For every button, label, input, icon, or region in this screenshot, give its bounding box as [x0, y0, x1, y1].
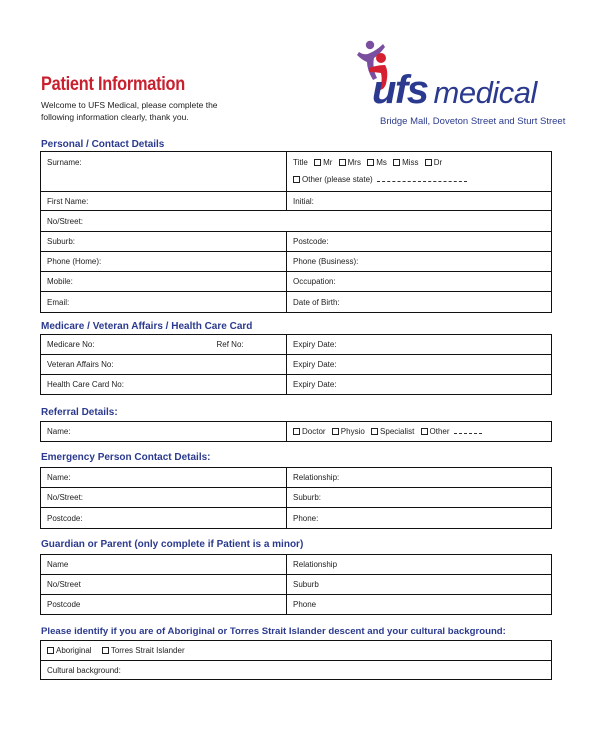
emergency-name-field[interactable] — [41, 468, 287, 488]
guardian-table — [40, 554, 552, 615]
logo-wordmark — [372, 68, 537, 113]
street-label: No/Street: — [47, 216, 84, 226]
guardian-suburb-label: Suburb — [293, 580, 319, 589]
guardian-postcode-label: Postcode — [47, 600, 81, 609]
clinic-address: Bridge Mall, Doveton Street and Sturt Street — [380, 116, 566, 127]
veteran-no-field[interactable] — [41, 355, 287, 375]
hcc-expiry-label: Expiry Date: — [293, 380, 337, 389]
guardian-street-label: No/Street — [47, 580, 81, 589]
cultural-background-label: Cultural background: — [47, 665, 121, 675]
referral-other-label: Other — [429, 427, 450, 436]
emergency-relationship-label: Relationship: — [293, 473, 340, 482]
section-heading-personal: Personal / Contact Details — [41, 139, 165, 150]
email-label: Email: — [47, 297, 70, 307]
street-field[interactable] — [41, 211, 552, 232]
section-heading-medicare: Medicare / Veteran Affairs / Health Care Card — [41, 321, 253, 332]
medicare-expiry-label: Expiry Date: — [293, 340, 337, 349]
aboriginal-label: Aboriginal — [56, 646, 92, 655]
occupation-label: Occupation: — [293, 277, 336, 286]
first-name-field[interactable] — [41, 192, 287, 211]
emergency-name-label: Name: — [47, 473, 71, 482]
hcc-expiry-field[interactable] — [287, 375, 552, 395]
guardian-phone-label: Phone — [293, 600, 317, 609]
guardian-name-label: Name — [47, 560, 69, 569]
page-title: Patient Information — [41, 74, 185, 95]
section-heading-guardian: Guardian or Parent (only complete if Patient is a minor) — [41, 539, 304, 550]
emergency-phone-field[interactable] — [287, 508, 552, 529]
hcc-no-label: Health Care Card No: — [47, 380, 124, 389]
title-miss-checkbox[interactable] — [393, 159, 400, 166]
guardian-phone-field[interactable] — [287, 595, 552, 615]
title-ms-label: Ms — [376, 158, 387, 167]
title-miss-label: Miss — [402, 158, 419, 167]
aboriginal-table — [40, 640, 552, 680]
personal-details-table — [40, 151, 552, 313]
guardian-name-field[interactable] — [41, 555, 287, 575]
title-other-blank[interactable] — [377, 175, 467, 182]
emergency-relationship-field[interactable] — [287, 468, 552, 488]
welcome-line-2: following information clearly, thank you. — [41, 112, 189, 122]
torres-strait-checkbox[interactable] — [102, 647, 109, 654]
phone-home-field[interactable] — [41, 252, 287, 272]
referral-type-field — [287, 422, 552, 442]
logo-medical: medical — [433, 75, 537, 110]
guardian-relationship-label: Relationship — [293, 560, 338, 569]
cultural-background-field[interactable] — [41, 661, 552, 680]
occupation-field[interactable] — [287, 272, 552, 292]
welcome-text — [41, 99, 218, 123]
suburb-field[interactable] — [41, 232, 287, 252]
title-other-checkbox[interactable] — [293, 176, 300, 183]
title-mrs-label: Mrs — [347, 158, 361, 167]
referral-other-blank[interactable] — [454, 427, 482, 434]
logo-ufs: ufs — [372, 68, 428, 112]
title-label: Title — [293, 158, 308, 167]
welcome-line-1: Welcome to UFS Medical, please complete the — [41, 100, 218, 110]
emergency-street-label: No/Street: — [47, 493, 84, 502]
medicare-no-field[interactable] — [41, 335, 287, 355]
aboriginal-options-row — [41, 641, 552, 661]
emergency-table — [40, 467, 552, 529]
referral-table — [40, 421, 552, 442]
medicare-no-label: Medicare No: — [47, 340, 95, 349]
referral-name-label: Name: — [47, 427, 71, 436]
torres-strait-label: Torres Strait Islander — [110, 646, 185, 655]
referral-other-checkbox[interactable] — [421, 428, 428, 435]
surname-field[interactable] — [41, 152, 287, 192]
referral-doctor-checkbox[interactable] — [293, 428, 300, 435]
email-field[interactable] — [41, 292, 287, 313]
referral-specialist-checkbox[interactable] — [371, 428, 378, 435]
title-mrs-checkbox[interactable] — [339, 159, 346, 166]
veteran-expiry-label: Expiry Date: — [293, 360, 337, 369]
first-name-label: First Name: — [47, 196, 89, 206]
guardian-suburb-field[interactable] — [287, 575, 552, 595]
emergency-street-field[interactable] — [41, 488, 287, 508]
postcode-field[interactable] — [287, 232, 552, 252]
initial-label: Initial: — [293, 196, 314, 206]
mobile-field[interactable] — [41, 272, 287, 292]
aboriginal-checkbox[interactable] — [47, 647, 54, 654]
referral-name-field[interactable] — [41, 422, 287, 442]
guardian-relationship-field[interactable] — [287, 555, 552, 575]
medicare-table — [40, 334, 552, 395]
guardian-street-field[interactable] — [41, 575, 287, 595]
hcc-no-field[interactable] — [41, 375, 287, 395]
emergency-suburb-field[interactable] — [287, 488, 552, 508]
dob-field[interactable] — [287, 292, 552, 313]
dob-label: Date of Birth: — [293, 297, 340, 307]
veteran-no-label: Veteran Affairs No: — [47, 360, 114, 369]
title-mr-label: Mr — [323, 158, 333, 167]
initial-field[interactable] — [287, 192, 552, 211]
phone-business-field[interactable] — [287, 252, 552, 272]
title-ms-checkbox[interactable] — [367, 159, 374, 166]
ref-no-label: Ref No: — [216, 340, 244, 349]
surname-label: Surname: — [47, 158, 82, 167]
title-dr-checkbox[interactable] — [425, 159, 432, 166]
phone-business-label: Phone (Business): — [293, 257, 359, 266]
medicare-expiry-field[interactable] — [287, 335, 552, 355]
title-dr-label: Dr — [433, 158, 443, 167]
emergency-suburb-label: Suburb: — [293, 493, 322, 502]
postcode-label: Postcode: — [293, 237, 329, 246]
suburb-label: Suburb: — [47, 237, 76, 246]
section-heading-emergency: Emergency Person Contact Details: — [41, 452, 211, 463]
veteran-expiry-field[interactable] — [287, 355, 552, 375]
emergency-postcode-label: Postcode: — [47, 513, 83, 523]
emergency-postcode-field[interactable] — [41, 508, 287, 529]
referral-doctor-label: Doctor — [302, 427, 326, 436]
guardian-postcode-field[interactable] — [41, 595, 287, 615]
referral-physio-checkbox[interactable] — [332, 428, 339, 435]
emergency-phone-label: Phone: — [293, 513, 319, 523]
title-other-label: Other (please state) — [302, 175, 373, 184]
mobile-label: Mobile: — [47, 277, 73, 286]
section-heading-referral: Referral Details: — [41, 407, 118, 418]
title-mr-checkbox[interactable] — [314, 159, 321, 166]
phone-home-label: Phone (Home): — [47, 257, 102, 266]
section-heading-aboriginal: Please identify if you are of Aboriginal or Torres Strait Islander descent and your cultural background: — [41, 626, 506, 637]
referral-specialist-label: Specialist — [380, 427, 415, 436]
title-field — [287, 152, 552, 192]
referral-physio-label: Physio — [340, 427, 365, 436]
